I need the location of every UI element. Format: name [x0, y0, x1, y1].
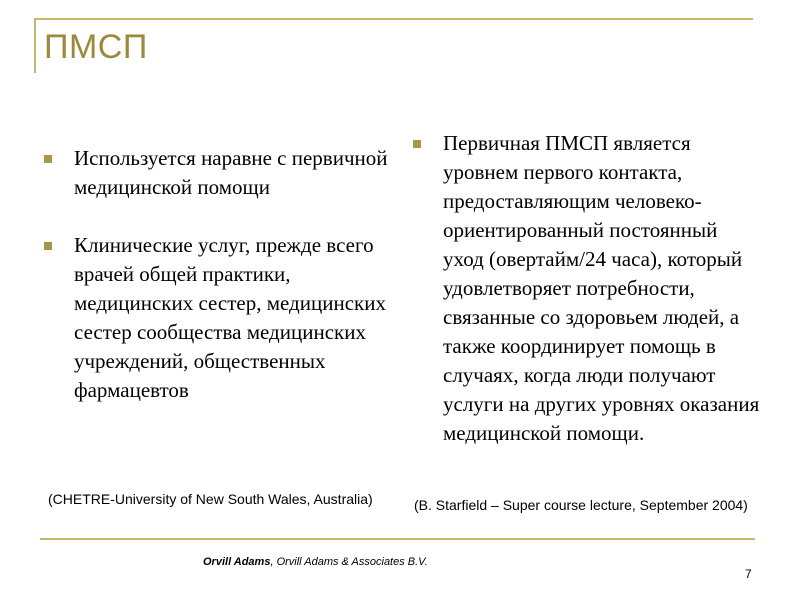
- slide-title: ПМСП: [44, 28, 148, 66]
- footer-credit: [203, 556, 428, 568]
- footer-author: Orvill Adams: [203, 556, 271, 568]
- top-rule: [34, 18, 753, 20]
- list-item: [413, 129, 763, 448]
- square-bullet-icon: [44, 155, 52, 163]
- right-source-citation: (B. Starfield – Super course lecture, September 2004): [414, 497, 748, 513]
- bottom-rule: [40, 538, 755, 540]
- page-number: 7: [745, 567, 752, 581]
- right-bullet-list: [413, 129, 763, 448]
- square-bullet-icon: [413, 140, 421, 148]
- list-item-text: Первичная ПМСП является уровнем первого контакта, предоставляющим человеко-ориентированный постоянный уход (овертайм/24 часа), который удовлетворяет потребности, связанные со здоровьем людей, а также координирует помощь в случаях, когда люди получают услуги на других уровнях оказания медицинской помощи.: [443, 131, 760, 445]
- footer-organization: , Orvill Adams & Associates B.V.: [270, 556, 428, 568]
- list-item-text: Используется наравне с первичной медицинской помощи: [74, 146, 388, 199]
- left-bullet-list: [44, 144, 394, 405]
- list-item-text: Клинические услуг, прежде всего врачей общей практики, медицинских сестер, медицинских сестер сообщества медицинских учреждений, общественных фармацевтов: [74, 233, 386, 402]
- square-bullet-icon: [44, 242, 52, 250]
- left-source-citation: (CHETRE-University of New South Wales, Australia): [48, 491, 373, 507]
- list-item: [44, 144, 394, 202]
- list-item: [44, 231, 394, 405]
- left-rule: [34, 18, 36, 73]
